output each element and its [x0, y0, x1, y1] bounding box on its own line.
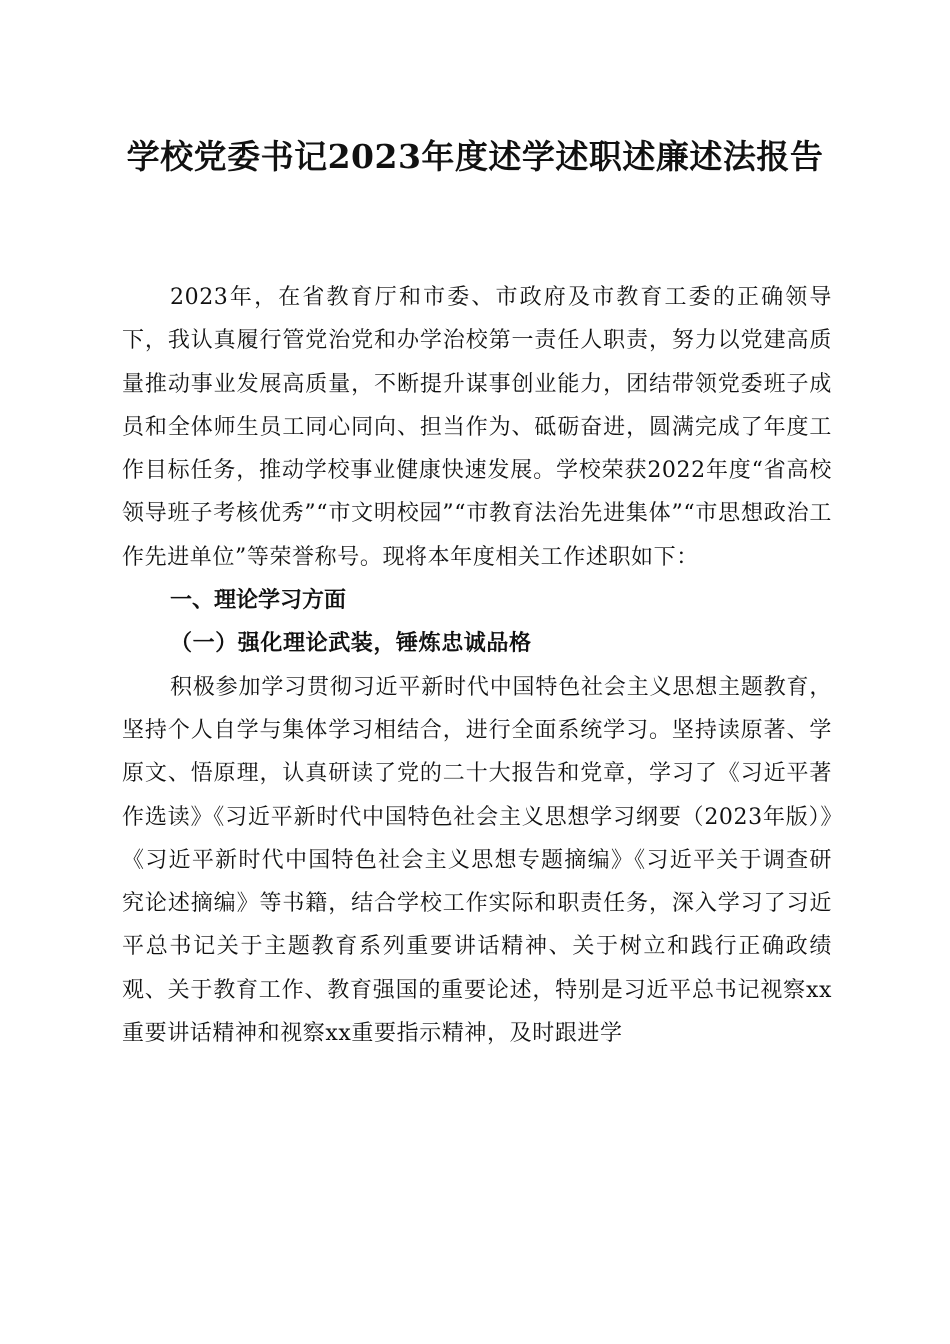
intro-paragraph: 2023年，在省教育厅和市委、市政府及市教育工委的正确领导下，我认真履行管党治党和办学治校第一责任人职责，努力以党建高质量推动事业发展高质量，不断提升谋事创业能力，团结带领党委班子成员和全体师生员工同心同向、担当作为、砥砺奋进，圆满完成了年度工作目标任务，推动学校事业健康快速发展。学校荣获2022年度“省高校领导班子考核优秀”“市文明校园”“市教育法治先进集体”“市思想政治工作先进单位”等荣誉称号。现将本年度相关工作述职如下： [122, 285, 832, 570]
document-title: 学校党委书记2023年度述学述职述廉述法报告 [126, 137, 824, 176]
subsection-heading-theory-armament: （一）强化理论武装，锤炼忠诚品格 [170, 630, 532, 657]
section-heading-theory-study: 一、理论学习方面 [170, 588, 347, 614]
subsection-paragraph: 积极参加学习贯彻习近平新时代中国特色社会主义思想主题教育，坚持个人自学与集体学习相结合，进行全面系统学习。坚持读原著、学原文、悟原理，认真研读了党的二十大报告和党章，学习了《习近平著作选读》《习近平新时代中国特色社会主义思想学习纲要（2023年版）》《习近平新时代中国特色社会主义思想专题摘编》《习近平关于调查研究论述摘编》等书籍，结合学校工作实际和职责任务，深入学习了习近平总书记关于主题教育系列重要讲话精神、关于树立和践行正确政绩观、关于教育工作、教育强国的重要论述，特别是习近平总书记视察xx重要讲话精神和视察xx重要指示精神，及时跟进学 [122, 674, 832, 1047]
document-body [122, 276, 832, 1055]
